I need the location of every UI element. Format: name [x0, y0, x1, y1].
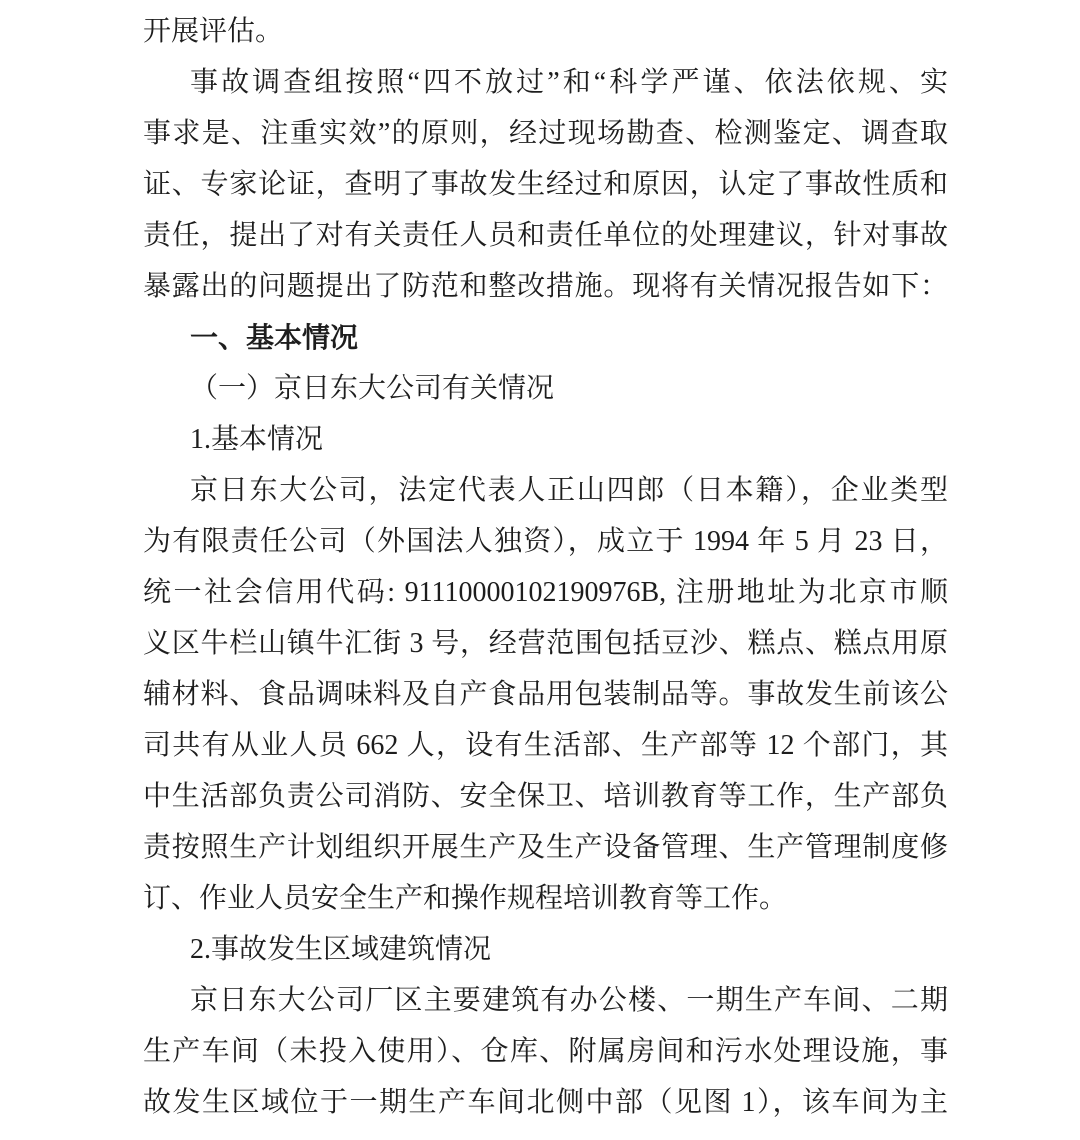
paragraph-line: 订、作业人员安全生产和操作规程培训教育等工作。	[143, 883, 788, 914]
paragraph-line: 中生活部负责公司消防、安全保卫、培训教育等工作，生产部负	[143, 781, 948, 812]
subsection-heading: （一）京日东大公司有关情况	[190, 373, 555, 404]
paragraph-line: 责按照生产计划组织开展生产及生产设备管理、生产管理制度修	[143, 832, 948, 863]
paragraph-line: 生产车间（未投入使用）、仓库、附属房间和污水处理设施，事	[143, 1036, 948, 1067]
paragraph-line: 事求是、注重实效”的原则，经过现场勘查、检测鉴定、调查取	[143, 118, 948, 149]
paragraph-line: 开展评估。	[143, 16, 284, 47]
paragraph-line: 京日东大公司厂区主要建筑有办公楼、一期生产车间、二期	[190, 985, 948, 1016]
section-heading: 一、基本情况	[190, 322, 359, 353]
subsubsection-heading: 2.事故发生区域建筑情况	[190, 934, 492, 965]
paragraph-line: 为有限责任公司（外国法人独资），成立于 1994 年 5 月 23 日，	[143, 526, 948, 557]
paragraph-line: 事故调查组按照“四不放过”和“科学严谨、依法依规、实	[190, 67, 948, 98]
paragraph-line: 义区牛栏山镇牛汇街 3 号，经营范围包括豆沙、糕点、糕点用原	[143, 628, 948, 659]
paragraph-line: 证、专家论证，查明了事故发生经过和原因，认定了事故性质和	[143, 169, 948, 200]
subsubsection-heading: 1.基本情况	[190, 424, 324, 455]
paragraph-line: 故发生区域位于一期生产车间北侧中部（见图 1），该车间为主	[143, 1087, 948, 1118]
paragraph-line: 暴露出的问题提出了防范和整改措施。现将有关情况报告如下：	[143, 271, 948, 302]
paragraph-line: 统一社会信用代码: 91110000102190976B, 注册地址为北京市顺	[143, 577, 948, 608]
paragraph-line: 辅材料、食品调味料及自产食品用包装制品等。事故发生前该公	[143, 679, 948, 710]
paragraph-line: 司共有从业人员 662 人，设有生活部、生产部等 12 个部门，其	[143, 730, 948, 761]
paragraph-line: 责任，提出了对有关责任人员和责任单位的处理建议，针对事故	[143, 220, 948, 251]
paragraph-line: 京日东大公司，法定代表人正山四郎（日本籍），企业类型	[190, 475, 948, 506]
